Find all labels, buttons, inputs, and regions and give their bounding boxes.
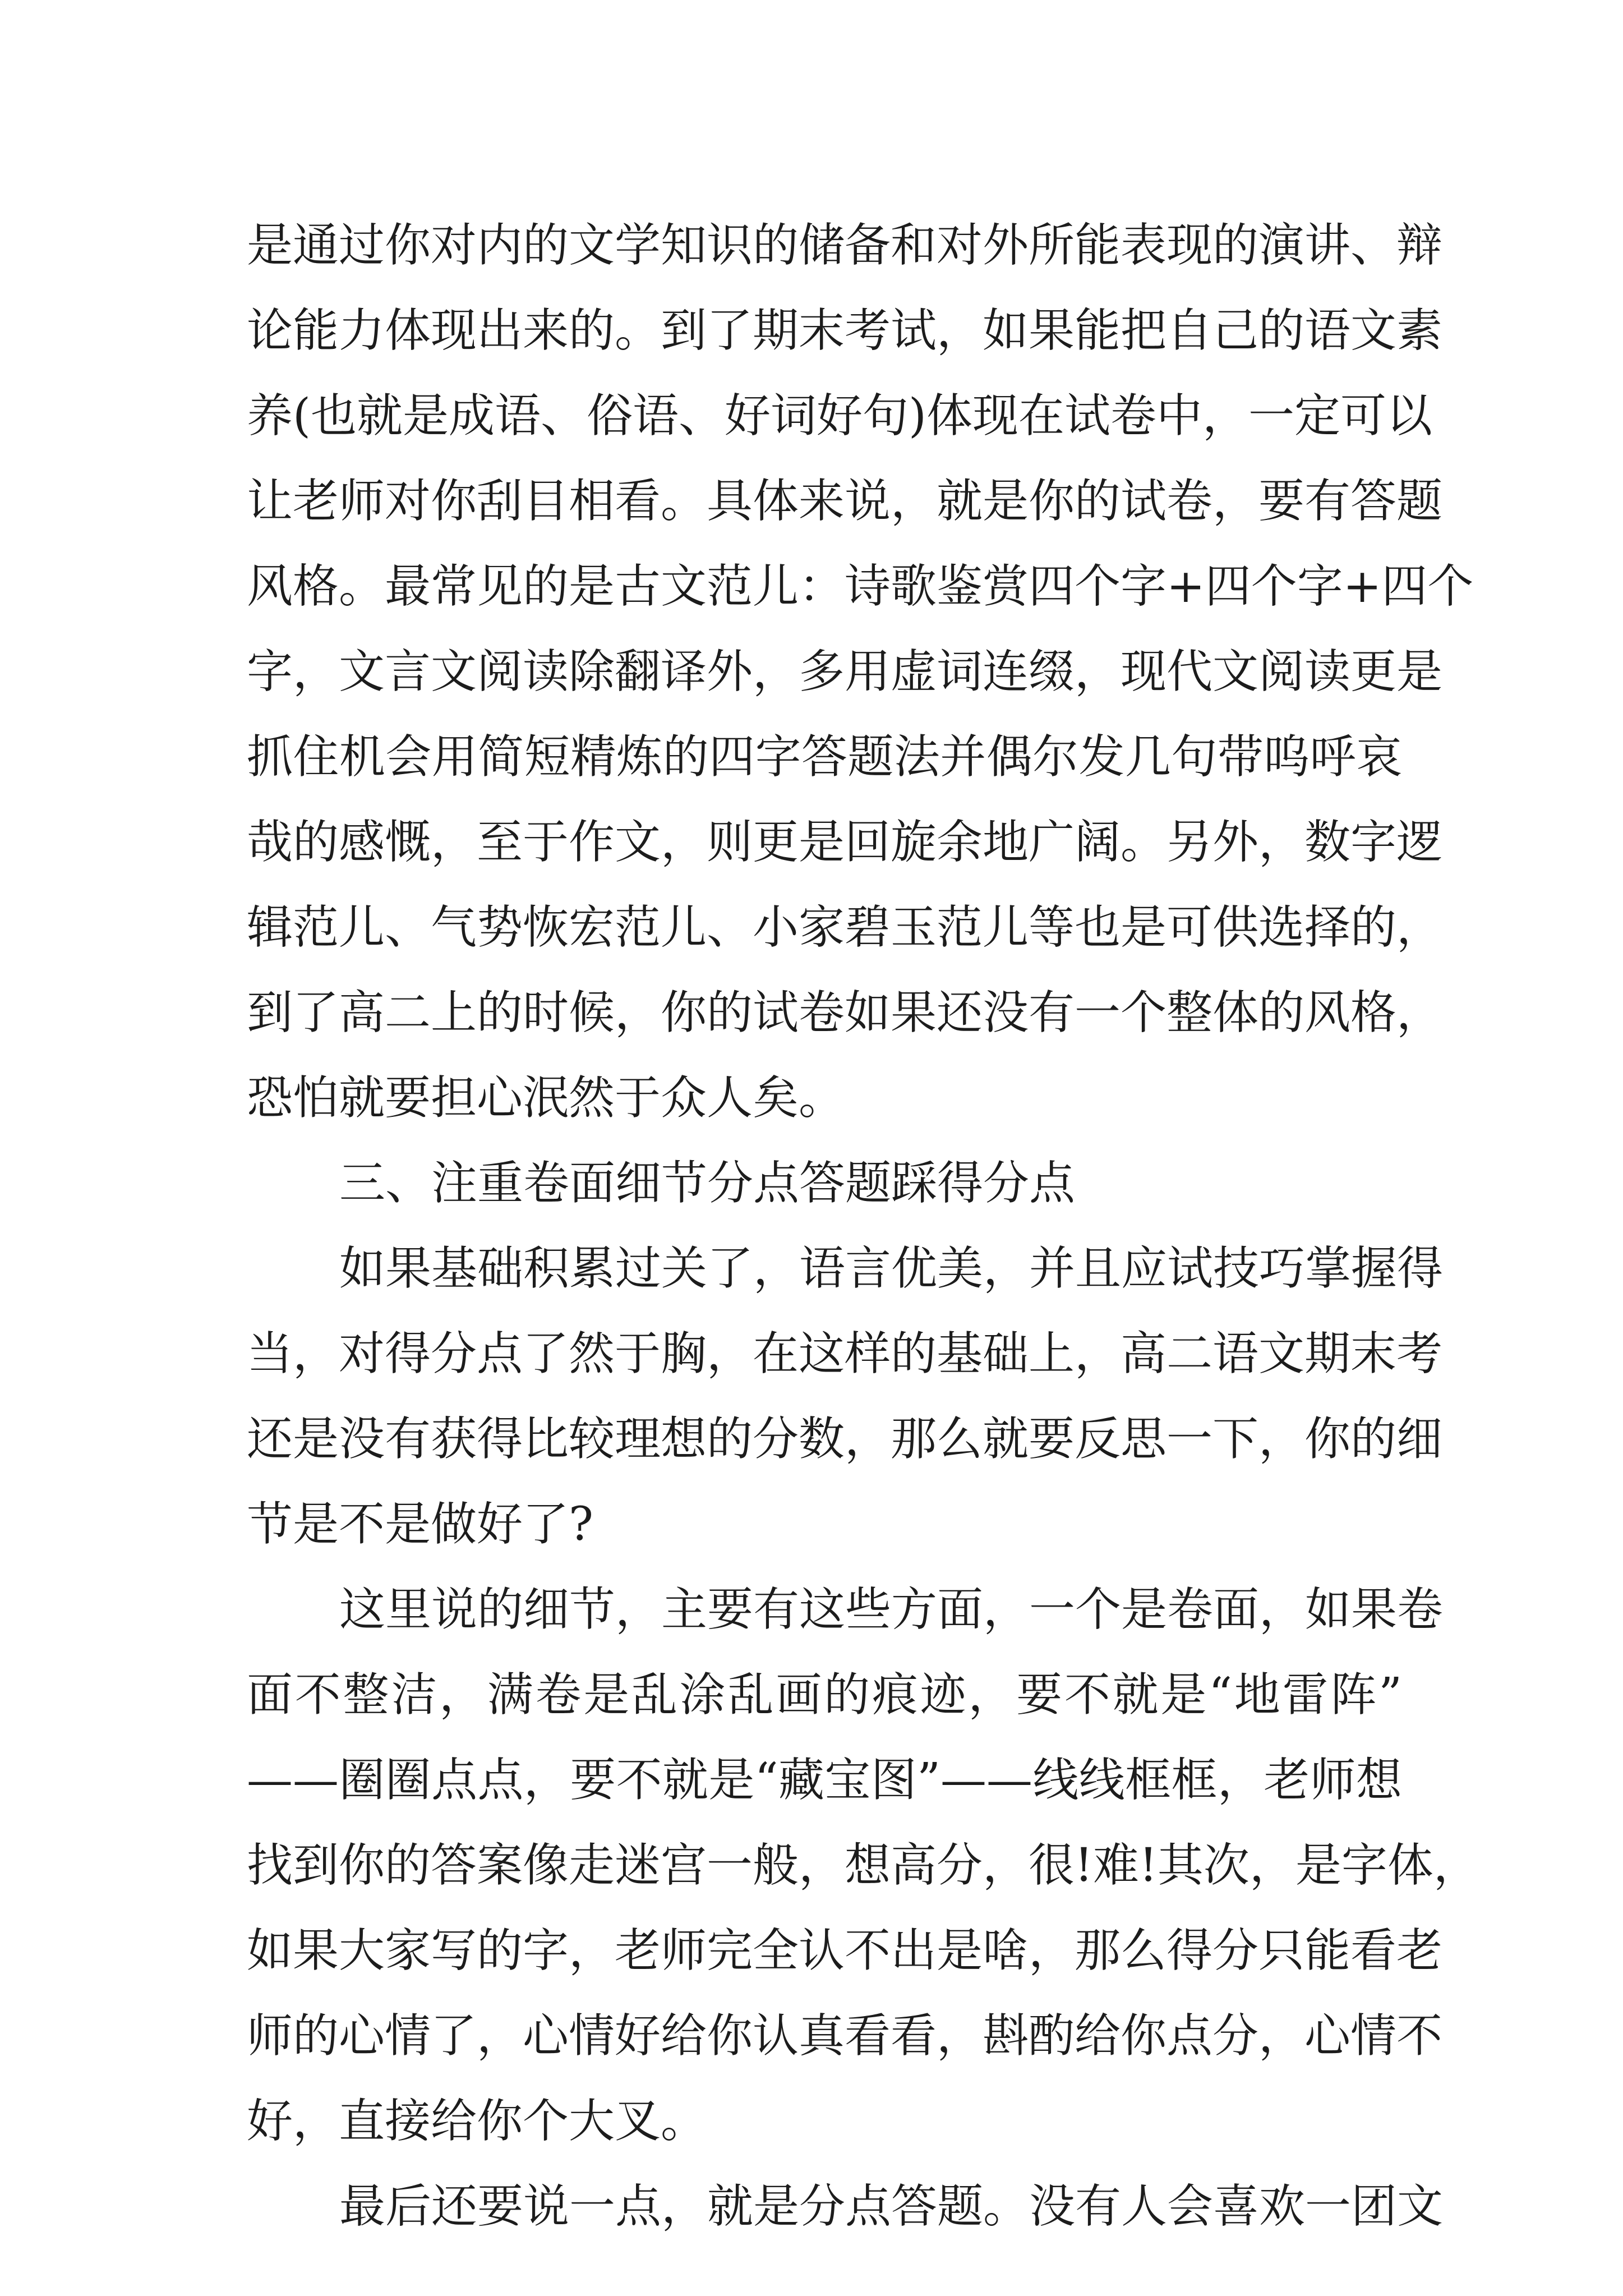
text-line: 是通过你对内的文学知识的储备和对外所能表现的演讲、辩 (247, 219, 1443, 272)
text-line: 还是没有获得比较理想的分数，那么就要反思一下，你的细 (247, 1412, 1443, 1466)
text-line: 让老师对你刮目相看。具体来说，就是你的试卷，要有答题 (247, 475, 1443, 528)
text-line: 当，对得分点了然于胸，在这样的基础上，高二语文期末考 (247, 1327, 1443, 1381)
text-line: 风格。最常见的是古文范儿：诗歌鉴赏四个字+四个字+四个 (247, 560, 1474, 613)
text-line: 哉的感慨，至于作文，则更是回旋余地广阔。另外，数字逻 (247, 816, 1443, 869)
text-line: 这里说的细节，主要有这些方面，一个是卷面，如果卷 (339, 1583, 1444, 1636)
text-line: 面不整洁，满卷是乱涂乱画的痕迹，要不就是“地雷阵” (247, 1668, 1402, 1722)
text-line: 字，文言文阅读除翻译外，多用虚词连缀，现代文阅读更是 (247, 645, 1443, 698)
text-line: 节是不是做好了? (247, 1498, 593, 1551)
text-line: 论能力体现出来的。到了期末考试，如果能把自己的语文素 (247, 304, 1443, 357)
text-line: 如果大家写的字，老师完全认不出是啥，那么得分只能看老 (247, 1924, 1443, 1977)
text-line: 好，直接给你个大叉。 (247, 2095, 707, 2148)
text-line: 到了高二上的时候，你的试卷如果还没有一个整体的风格， (247, 986, 1443, 1039)
text-line: 最后还要说一点，就是分点答题。没有人会喜欢一团文 (339, 2180, 1444, 2233)
text-line: ——圈圈点点，要不就是“藏宝图”——线线框框，老师想 (247, 1754, 1402, 1807)
text-line: 师的心情了，心情好给你认真看看，斟酌给你点分，心情不 (247, 2009, 1443, 2063)
text-line: 辑范儿、气势恢宏范儿、小家碧玉范儿等也是可供选择的， (247, 901, 1443, 954)
text-line: 养(也就是成语、俗语、好词好句)体现在试卷中，一定可以 (247, 389, 1432, 443)
text-line: 找到你的答案像走迷宫一般，想高分，很!难!其次，是字体， (247, 1839, 1479, 1892)
section-heading: 三、注重卷面细节分点答题踩得分点 (339, 1157, 1076, 1210)
text-line: 恐怕就要担心泯然于众人矣。 (247, 1071, 845, 1125)
text-line: 如果基础积累过关了，语言优美，并且应试技巧掌握得 (339, 1242, 1444, 1295)
text-line: 抓住机会用简短精炼的四字答题法并偶尔发几句带呜呼哀 (247, 730, 1402, 784)
